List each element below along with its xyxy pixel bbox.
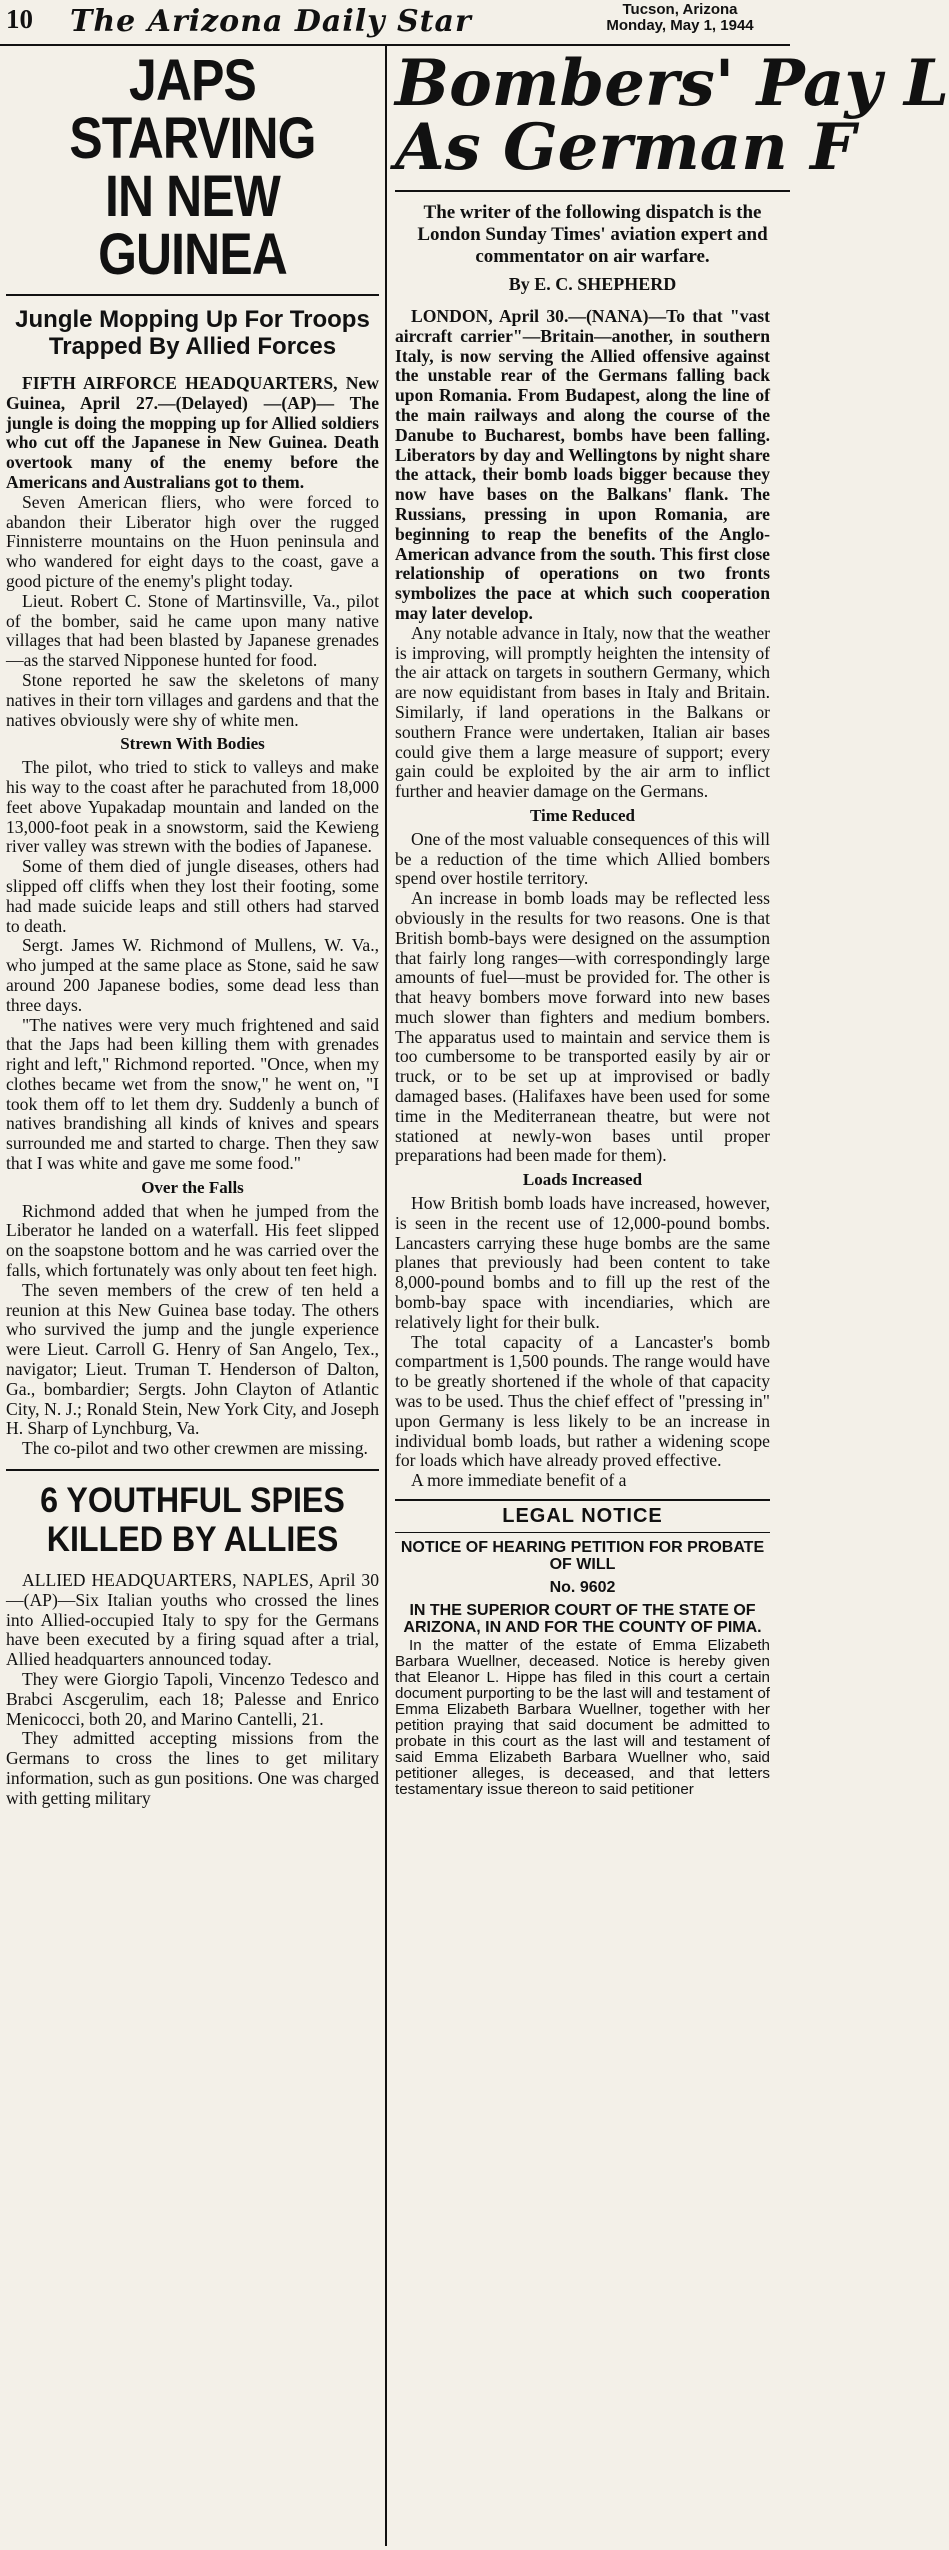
masthead — [0, 0, 790, 46]
legal-notice-body — [395, 1638, 770, 1798]
paragraph: How British bomb loads have increased, however, is seen in the recent use of 12,000-pound bombs. Lancasters carrying these huge bombs are the same planes that previously had been content to take 8,000-pound bombs and to fill up the rest of the bomb-bay space with incendiaries, which are relatively light for their bulk. — [395, 1193, 770, 1332]
legal-notice-header: LEGAL NOTICE — [395, 1499, 770, 1533]
headline-rule — [395, 190, 790, 192]
paragraph: Lieut. Robert C. Stone of Martinsville, Va., pilot of the bomber, said he came upon many native villages that had been blasted by Japanese grenades—as the starved Nipponese hunted for food. — [6, 590, 379, 671]
spies-story-body — [6, 1571, 379, 1809]
paragraph: They admitted accepting missions from the Germans to cross the lines to get military information, such as gun positions. One was charged with getting military — [6, 1728, 379, 1808]
paragraph: Any notable advance in Italy, now that the weather is improving, will promptly heighten the intensity of the air attack on targets in southern Germany, which are now equidistant from bases in Italy and Britain. Similarly, if land operations in the Balkans or southern France were undertaken, Italian air bases could give them a large measure of support; every gain could be exploited by the air arm to inflict further and heavier damage on the Germans. — [395, 622, 770, 802]
left-story-body — [6, 374, 379, 1459]
legal-notice-court: IN THE SUPERIOR COURT OF THE STATE OF ARIZONA, IN AND FOR THE COUNTY OF PIMA. — [403, 1602, 762, 1637]
subhead: Over the Falls — [141, 1177, 244, 1197]
paragraph: Richmond added that when he jumped from the Liberator he landed on a waterfall. His feet slipped on the soapstone bottom and he was carried over the falls, which fortunately was only about ten feet high. — [6, 1200, 379, 1281]
paragraph: The co-pilot and two other crewmen are missing. — [22, 1438, 368, 1459]
left-deck: Jungle Mopping Up For Troops Trapped By Allied Forces — [15, 306, 370, 360]
right-headline-line2: As German F — [395, 110, 856, 185]
headline-rule — [6, 294, 379, 296]
editor-note: The writer of the following dispatch is the London Sunday Times' aviation expert and commentator on air warfare. — [417, 202, 768, 267]
paragraph: An increase in bomb loads may be reflected less obviously in the results for two reasons. One is that British bomb-bays were designed on the assumption that fairly long ranges—with correspondingly large amounts of fuel—must be provided for. The other is that heavy bombers move forward into new bases much slower than fighters and medium bombers. The apparatus used to maintain and service them is too cumbersome to be transported easily by air or truck, or to be set up at improvised or badly damaged bases. (Halifaxes have been used for some time in the Mediterranean theatre, but were not stationed at newly-won bases until proper preparations had been made for them). — [395, 888, 770, 1166]
paragraph: ALLIED HEADQUARTERS, NAPLES, April 30—(AP)—Six Italian youths who crossed the lines into Allied-occupied Italy to spy for the Germans have been executed by a firing squad after a trial, Allied headquarters announced today. — [6, 1570, 379, 1670]
page-number: 10 — [6, 4, 33, 34]
left-column — [6, 48, 379, 2547]
right-story-body — [395, 307, 770, 1491]
paragraph: FIFTH AIRFORCE HEADQUARTERS, New Guinea, April 27.—(Delayed) —(AP)— The jungle is doing the mopping up for Allied soldiers who cut off the Japanese in New Guinea. Death overtook many of the enemy before the Americans and Australians got to them. — [6, 373, 379, 492]
masthead-dateline — [580, 2, 780, 34]
masthead-date: Monday, May 1, 1944 — [606, 17, 754, 34]
byline: By E. C. SHEPHERD — [508, 274, 677, 294]
paragraph: Seven American fliers, who were forced to abandon their Liberator high over the rugged Finnisterre mountains on the Huon peninsula and who wandered for eight days to the coast, gave a good picture of the enemy's plight today. — [6, 491, 379, 591]
left-headline-line1: JAPS STARVING — [69, 48, 316, 171]
legal-notice-number: No. 9602 — [549, 1579, 616, 1597]
spies-headline-line1: 6 YOUTHFUL SPIES — [40, 1481, 345, 1521]
paragraph: In the matter of the estate of Emma Elizabeth Barbara Wuellner, deceased. Notice is hereby given that Eleanor L. Hippe has filed in this court a certain document purporting to be the last will and testament of Emma Elizabeth Barbara Wuellner, together with her petition praying that said document be admitted to probate in this court as the last will and testament of said Emma Elizabeth Barbara Wuellner who, said petitioner alleges, is deceased, and that letters testamentary issue thereon to said petitioner — [395, 1637, 770, 1799]
paragraph: They were Giorgio Tapoli, Vincenzo Tedesco and Brabci Ascgerulim, each 18; Palesse and Enrico Menicocci, both 20, and Marino Cantelli, 21. — [6, 1669, 379, 1729]
column-rule — [385, 46, 387, 2546]
story-divider — [6, 1469, 379, 1471]
spies-headline-line2: KILLED BY ALLIES — [46, 1520, 339, 1560]
paragraph: Sergt. James W. Richmond of Mullens, W. Va., who jumped at the same place as Stone, said he saw around 200 Japanese bodies, some dead less than three days. — [6, 935, 379, 1015]
masthead-city: Tucson, Arizona — [622, 1, 738, 18]
paragraph: The pilot, who tried to stick to valleys and make his way to the coast after he parachuted from 18,000 feet above Yupakadap mountain and landed on the 13,000-foot peak in a snowstorm, said the Kewieng river valley was strewn with the bodies of Japanese. — [6, 757, 379, 857]
subhead: Loads Increased — [522, 1170, 643, 1190]
subhead: Strewn With Bodies — [120, 734, 265, 754]
subhead: Time Reduced — [530, 805, 635, 825]
spies-headline — [21, 1481, 364, 1559]
paragraph: The seven members of the crew of ten held a reunion at this New Guinea base today. The others who survived the jump and the jungle experience were Lieut. Carroll G. Henry of San Angelo, Tex., navigator; Lieut. Truman T. Henderson of Dalton, Ga., bombardier; Sergts. John Clayton of Atlantic City, N. J.; Ronald Stein, New York City, and Joseph H. Sharp of Lynchburg, Va. — [6, 1279, 379, 1439]
paragraph: A more immediate benefit of a — [411, 1470, 627, 1491]
paragraph: Stone reported he saw the skeletons of many natives in their torn villages and gardens and that the natives obviously were shy of white men. — [6, 669, 379, 730]
legal-notice-title: NOTICE OF HEARING PETITION FOR PROBATE OF WILL — [400, 1539, 765, 1574]
paragraph: The total capacity of a Lancaster's bomb compartment is 1,500 pounds. The range would have to be greatly shortened if the whole of that capacity was to be used. Thus the chief effect of "pressing in" upon Germany is less likely to be an increase in individual bomb loads, but rather a widening scope for loads which have already proved effective. — [395, 1331, 770, 1471]
right-column — [395, 46, 949, 2547]
paragraph: Some of them died of jungle diseases, others had slipped off cliffs when they lost their footing, some had made suicide leaps and still others had starved to death. — [6, 856, 379, 936]
paper-name: The Arizona Daily Star — [70, 4, 472, 39]
right-headline-line1: Bombers' Pay L — [395, 46, 949, 121]
paragraph: "The natives were very much frightened and said that the Japs had been killing them with grenades right and left," Richmond reported. "Once, when my clothes became wet from the snow," he went on, "I took them off to let them dry. Suddenly a bunch of natives brandishing all kinds of knives and spears surrounded me and started to charge. Then they saw that I was white and gave me some food." — [6, 1014, 379, 1174]
paragraph: One of the most valuable consequences of this will be a reduction of the time which Allied bombers spend over hostile territory. — [395, 828, 770, 889]
legal-notice — [395, 1499, 770, 1798]
paragraph: LONDON, April 30.—(NANA)—To that "vast aircraft carrier"—Britain—another, in southern Italy, is now serving the Allied offensive against the unstable rear of the Germans falling back upon Romania. From Budapest, along the line of the main railways and along the course of the Danube to Bucharest, bombs have been falling. Liberators by day and Wellingtons by night share the attack, their bomb loads bigger because they now have bases on the Balkans' flank. The Russians, pressing in upon Romania, are beginning to reap the benefits of the Anglo-American advance from the south. This first close relationship of operations on two fronts symbolizes the pace at which such cooperation may later develop. — [395, 306, 770, 623]
left-headline-line2: IN NEW GUINEA — [98, 164, 287, 287]
